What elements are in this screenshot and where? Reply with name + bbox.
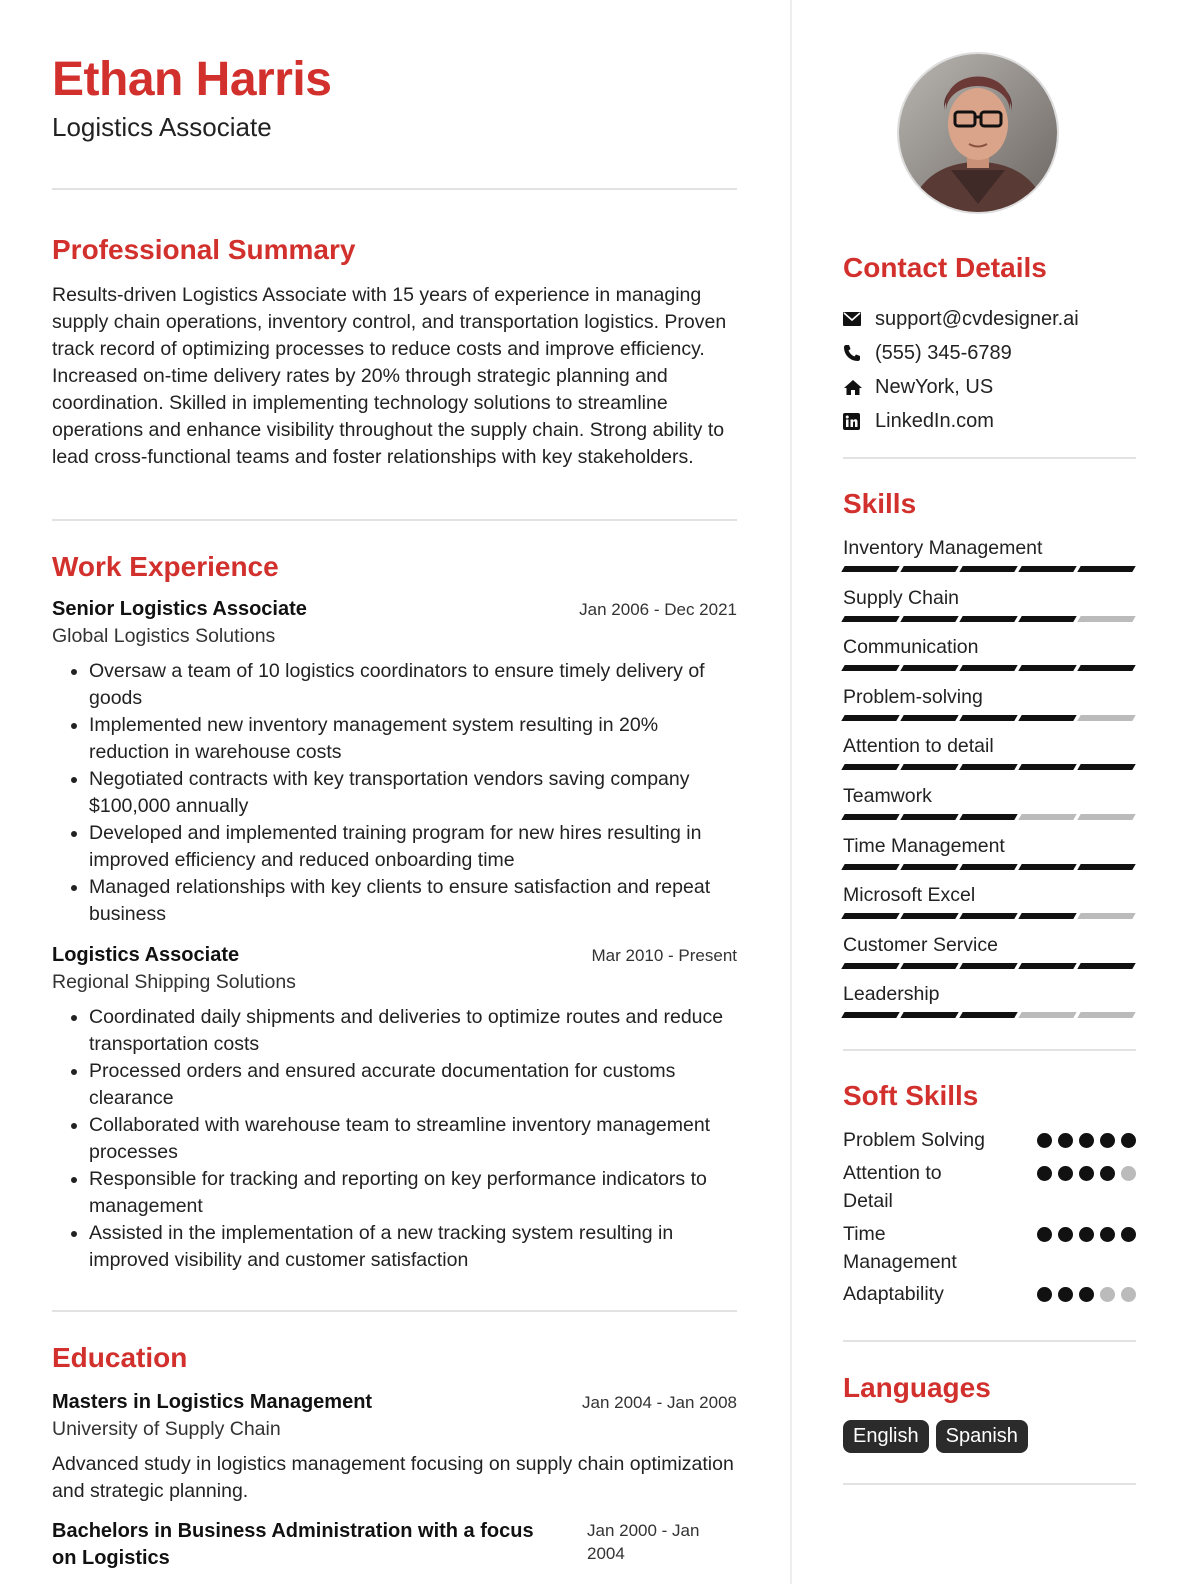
rating-dot [1058, 1287, 1073, 1302]
rating-dot [1058, 1133, 1073, 1148]
skill-level-bar [843, 715, 1136, 721]
rating-dot [1079, 1227, 1094, 1242]
skill-bar-segment [900, 715, 958, 721]
language-tag: English [843, 1420, 929, 1453]
soft-skill-name: Problem Solving [843, 1129, 985, 1151]
soft-skill-name: Time Management [843, 1223, 957, 1273]
skill-item [843, 879, 1136, 929]
rating-dot [1100, 1227, 1115, 1242]
soft-skills-heading: Soft Skills [843, 1080, 979, 1111]
phone-icon [843, 344, 875, 362]
skill-bar-segment [1018, 566, 1076, 572]
skill-bar-segment [1077, 764, 1135, 770]
skill-bar-segment [959, 665, 1017, 671]
skill-bar-segment [900, 864, 958, 870]
skill-bar-segment [900, 566, 958, 572]
candidate-name: Ethan Harris [52, 53, 332, 106]
skill-bar-segment [1077, 814, 1135, 820]
rating-dot [1100, 1287, 1115, 1302]
profile-photo [897, 52, 1059, 214]
soft-skill-item [843, 1126, 1136, 1154]
envelope-icon [843, 312, 875, 326]
job-dates: Mar 2010 - Present [591, 946, 737, 965]
skill-bar-segment [841, 1012, 899, 1018]
skill-bar-segment [1077, 616, 1135, 622]
job-bullet: • Negotiated contracts with key transportation vendors saving company $100,000 annually [89, 766, 737, 820]
skill-level-bar [843, 963, 1136, 969]
skill-level-bar [843, 913, 1136, 919]
job-company: Global Logistics Solutions [52, 625, 276, 647]
education-entry [52, 1391, 737, 1505]
skill-bar-segment [900, 1012, 958, 1018]
skill-bar-segment [959, 963, 1017, 969]
job-bullet: • Developed and implemented training program for new hires resulting in improved efficiency and reduced onboarding time [89, 820, 737, 874]
skill-bar-segment [841, 764, 899, 770]
job-entry [52, 944, 737, 1274]
job-bullet: • Processed orders and ensured accurate documentation for customs clearance [89, 1058, 737, 1112]
skill-bar-segment [1018, 864, 1076, 870]
job-bullets [52, 1004, 737, 1274]
soft-skill-rating [1037, 1159, 1136, 1181]
skill-bar-segment [1018, 616, 1076, 622]
degree-title: Bachelors in Business Administration with a focus on Logistics [52, 1520, 534, 1569]
rating-dot [1037, 1287, 1052, 1302]
skill-bar-segment [900, 814, 958, 820]
skills-list [843, 532, 1136, 1028]
rating-dot [1037, 1166, 1052, 1181]
education-heading: Education [52, 1342, 188, 1373]
contact-phone-text: (555) 345-6789 [875, 341, 1012, 364]
degree-title: Masters in Logistics Management [52, 1391, 373, 1413]
rating-dot [1121, 1287, 1136, 1302]
skill-bar-segment [841, 566, 899, 572]
job-bullet: • Oversaw a team of 10 logistics coordinators to ensure timely delivery of goods [89, 658, 737, 712]
skill-item [843, 582, 1136, 632]
job-bullet: • Assisted in the implementation of a new tracking system resulting in improved visibility and customer satisfaction [89, 1220, 737, 1274]
skill-name: Communication [843, 636, 979, 659]
divider [52, 188, 737, 190]
job-bullet: • Managed relationships with key clients to ensure satisfaction and repeat business [89, 874, 737, 928]
linkedin-icon [843, 413, 875, 430]
contact-list [843, 302, 1136, 438]
job-title: Senior Logistics Associate [52, 598, 307, 620]
skill-bar-segment [959, 715, 1017, 721]
rating-dot [1121, 1133, 1136, 1148]
skill-item [843, 681, 1136, 731]
job-bullet: • Implemented new inventory management system resulting in 20% reduction in warehouse costs [89, 712, 737, 766]
contact-email-text: support@cvdesigner.ai [875, 307, 1079, 330]
skill-bar-segment [1018, 665, 1076, 671]
skill-level-bar [843, 616, 1136, 622]
candidate-title: Logistics Associate [52, 112, 272, 142]
languages-list [843, 1420, 1028, 1453]
contact-linkedin-text: LinkedIn.com [875, 409, 994, 432]
education-dates: Jan 2000 - Jan 2004 [587, 1521, 700, 1563]
skill-bar-segment [959, 864, 1017, 870]
contact-location [843, 370, 1136, 404]
skill-bar-segment [959, 1012, 1017, 1018]
skill-bar-segment [959, 764, 1017, 770]
skill-bar-segment [1077, 864, 1135, 870]
skill-bar-segment [900, 963, 958, 969]
skill-bar-segment [841, 616, 899, 622]
skill-bar-segment [900, 665, 958, 671]
soft-skill-name: Attention to Detail [843, 1162, 942, 1212]
skill-bar-segment [900, 913, 958, 919]
job-entry [52, 598, 737, 928]
soft-skill-name: Adaptability [843, 1283, 944, 1305]
skill-item [843, 830, 1136, 880]
skill-bar-segment [1018, 913, 1076, 919]
skills-heading: Skills [843, 488, 917, 519]
skill-item [843, 532, 1136, 582]
contact-phone[interactable] [843, 336, 1136, 370]
job-title: Logistics Associate [52, 944, 240, 966]
divider [843, 1340, 1136, 1342]
languages-heading: Languages [843, 1372, 991, 1403]
summary-text: Results-driven Logistics Associate with 15 years of experience in managing supply chain operations, inventory control, and transportation logistics. Proven track record of optimizing processes to reduce costs and improve efficiency. Increased on-time delivery rates by 20% through strategic planning and coordination. Skilled in implementing technology solutions to streamline operations and enhance visibility throughout the supply chain. Strong ability to lead cross-functional teams and foster relationships with key stakeholders. [52, 284, 727, 468]
contact-linkedin[interactable] [843, 404, 1136, 438]
contact-email[interactable] [843, 302, 1136, 336]
experience-heading: Work Experience [52, 551, 279, 582]
job-bullet: • Collaborated with warehouse team to streamline inventory management processes [89, 1112, 737, 1166]
divider [843, 1483, 1136, 1485]
soft-skills-list [843, 1126, 1136, 1308]
skill-name: Attention to detail [843, 735, 994, 758]
contact-heading: Contact Details [843, 252, 1047, 283]
skill-level-bar [843, 566, 1136, 572]
rating-dot [1058, 1166, 1073, 1181]
rating-dot [1100, 1133, 1115, 1148]
rating-dot [1100, 1166, 1115, 1181]
education-entry [52, 1518, 737, 1572]
soft-skill-rating [1037, 1220, 1136, 1242]
skill-level-bar [843, 864, 1136, 870]
skill-level-bar [843, 665, 1136, 671]
skill-level-bar [843, 1012, 1136, 1018]
job-bullet: • Coordinated daily shipments and deliveries to optimize routes and reduce transportation costs [89, 1004, 737, 1058]
skill-bar-segment [1077, 913, 1135, 919]
rating-dot [1058, 1227, 1073, 1242]
skill-bar-segment [1077, 715, 1135, 721]
skill-level-bar [843, 764, 1136, 770]
job-dates: Jan 2006 - Dec 2021 [579, 600, 737, 619]
skill-bar-segment [959, 566, 1017, 572]
skill-bar-segment [959, 814, 1017, 820]
skill-bar-segment [1018, 963, 1076, 969]
skill-name: Customer Service [843, 933, 998, 956]
skill-bar-segment [1018, 814, 1076, 820]
contact-location-text: NewYork, US [875, 375, 994, 398]
skill-bar-segment [900, 764, 958, 770]
profile-photo-image [899, 54, 1057, 212]
skill-item [843, 929, 1136, 979]
rating-dot [1079, 1166, 1094, 1181]
school-name: University of Supply Chain [52, 1418, 281, 1440]
job-bullet: • Responsible for tracking and reporting on key performance indicators to management [89, 1166, 737, 1220]
language-tag: Spanish [936, 1420, 1028, 1453]
skill-bar-segment [841, 715, 899, 721]
divider [843, 1049, 1136, 1051]
soft-skill-rating [1037, 1126, 1136, 1148]
skill-name: Leadership [843, 983, 940, 1006]
rating-dot [1121, 1227, 1136, 1242]
skill-name: Problem-solving [843, 685, 983, 708]
skill-bar-segment [841, 963, 899, 969]
divider [843, 457, 1136, 459]
home-icon [843, 379, 875, 396]
summary-heading: Professional Summary [52, 234, 356, 265]
rating-dot [1037, 1227, 1052, 1242]
divider [52, 519, 737, 521]
skill-name: Time Management [843, 834, 1005, 857]
skill-item [843, 780, 1136, 830]
skill-bar-segment [841, 814, 899, 820]
skill-bar-segment [1018, 764, 1076, 770]
rating-dot [1079, 1133, 1094, 1148]
skill-bar-segment [841, 665, 899, 671]
rating-dot [1121, 1166, 1136, 1181]
skill-name: Teamwork [843, 784, 932, 807]
job-company: Regional Shipping Solutions [52, 971, 296, 993]
soft-skill-item [843, 1220, 1136, 1276]
skill-bar-segment [1077, 1012, 1135, 1018]
skill-item [843, 978, 1136, 1028]
divider [52, 1310, 737, 1312]
education-dates: Jan 2004 - Jan 2008 [581, 1393, 737, 1412]
skill-bar-segment [959, 616, 1017, 622]
skill-bar-segment [1018, 715, 1076, 721]
soft-skill-item [843, 1159, 1136, 1215]
rating-dot [1037, 1133, 1052, 1148]
skill-bar-segment [959, 913, 1017, 919]
skill-item [843, 631, 1136, 681]
skill-bar-segment [1018, 1012, 1076, 1018]
skill-item [843, 730, 1136, 780]
soft-skill-rating [1037, 1280, 1136, 1302]
skill-bar-segment [1077, 665, 1135, 671]
skill-name: Supply Chain [843, 586, 959, 609]
education-description: Advanced study in logistics management focusing on supply chain optimization and strategic planning. [52, 1453, 734, 1502]
skill-bar-segment [1077, 963, 1135, 969]
skill-name: Microsoft Excel [843, 884, 976, 907]
soft-skill-item [843, 1280, 1136, 1308]
skill-bar-segment [1077, 566, 1135, 572]
skill-level-bar [843, 814, 1136, 820]
rating-dot [1079, 1287, 1094, 1302]
skill-bar-segment [841, 864, 899, 870]
skill-name: Inventory Management [843, 537, 1043, 559]
job-bullets [52, 658, 737, 928]
skill-bar-segment [900, 616, 958, 622]
skill-bar-segment [841, 913, 899, 919]
